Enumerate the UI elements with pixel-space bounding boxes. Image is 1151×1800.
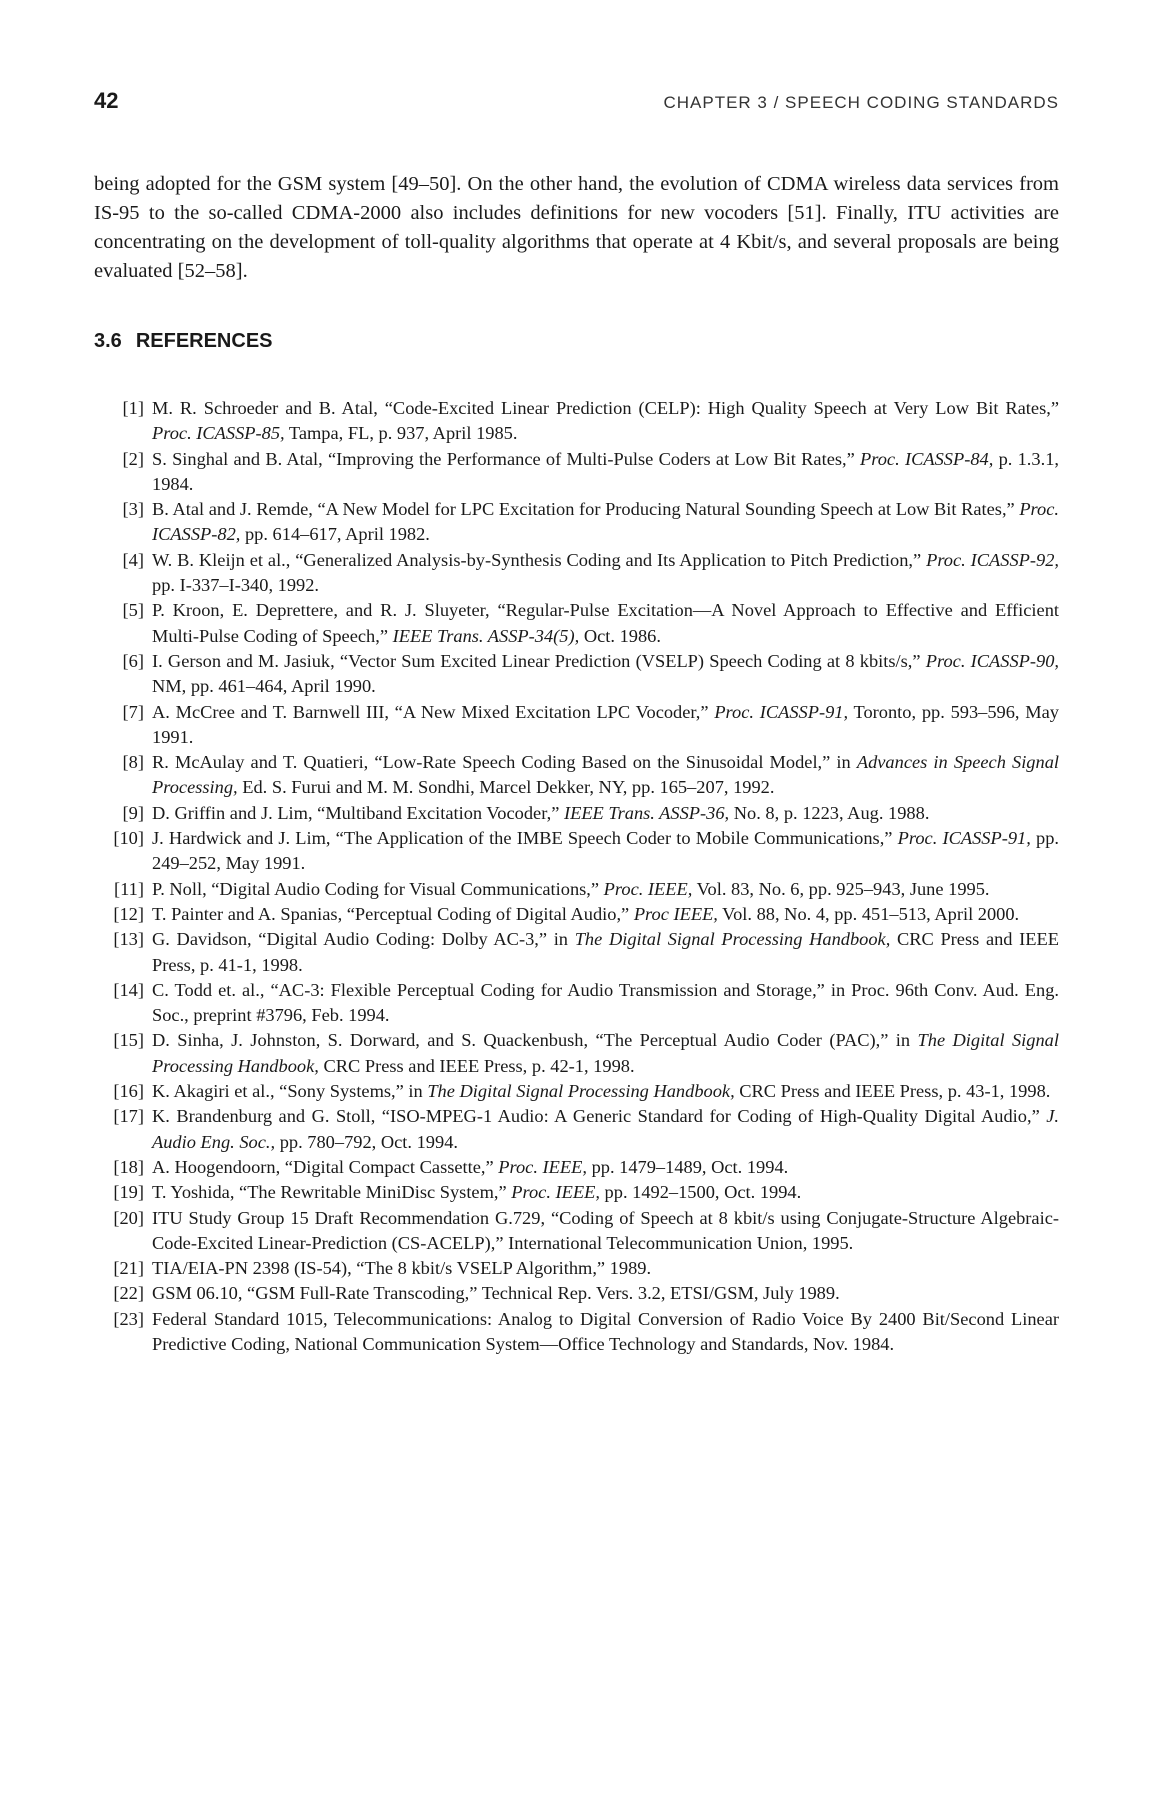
chapter-title: CHAPTER 3 / SPEECH CODING STANDARDS xyxy=(663,93,1059,112)
section-title: REFERENCES xyxy=(135,330,273,352)
reference-details: NM, pp. 461–464, April 1990. xyxy=(152,676,376,697)
reference-source: Proc. ICASSP-91, xyxy=(897,828,1031,849)
reference-source: J. Audio Eng. Soc., xyxy=(152,1106,1059,1152)
reference-body: P. Kroon, E. Deprettere, and R. J. Sluyeter, “Regular-Pulse Excitation—A Novel Approach to Effective and Efficient Multi-Pulse Coding of Speech,” xyxy=(152,600,1059,646)
reference-number: [20] xyxy=(113,1207,144,1228)
reference-item xyxy=(94,826,1059,877)
reference-source: The Digital Signal Processing Handbook, xyxy=(427,1081,735,1102)
reference-text xyxy=(152,750,1059,801)
reference-item xyxy=(94,801,1059,826)
reference-text xyxy=(152,1256,1059,1281)
reference-source: Proc. IEEE, xyxy=(498,1156,587,1177)
reference-body: ITU Study Group 15 Draft Recommendation G.729, “Coding of Speech at 8 kbit/s using Conjugate-Structure Algebraic-Code-Excited Linear-Prediction (CS-ACELP),” International Telecommunication Union, 1995. xyxy=(152,1207,1059,1253)
reference-body: S. Singhal and B. Atal, “Improving the Performance of Multi-Pulse Coders at Low Bit Rates,” xyxy=(152,448,861,469)
reference-text xyxy=(152,1079,1059,1104)
reference-number: [18] xyxy=(113,1156,144,1177)
reference-body: M. R. Schroeder and B. Atal, “Code-Excited Linear Prediction (CELP): High Quality Speech at Very Low Bit Rates,” xyxy=(152,398,1059,418)
reference-text xyxy=(152,978,1059,1029)
reference-number: [22] xyxy=(113,1283,144,1304)
reference-item xyxy=(94,927,1059,978)
reference-number: [23] xyxy=(113,1308,144,1329)
reference-details: pp. I-337–I-340, 1992. xyxy=(152,575,320,596)
reference-number: [4] xyxy=(122,549,144,570)
section-number: 3.6 xyxy=(94,330,122,352)
reference-number: [12] xyxy=(113,903,144,924)
reference-text xyxy=(152,1028,1059,1079)
reference-text xyxy=(152,497,1059,548)
reference-text xyxy=(152,548,1059,599)
reference-details: pp. 249–252, May 1991. xyxy=(152,828,1059,874)
reference-number: [9] xyxy=(122,802,144,823)
reference-item xyxy=(94,447,1059,498)
reference-item xyxy=(94,1307,1059,1358)
reference-details: pp. 780–792, Oct. 1994. xyxy=(275,1131,458,1152)
reference-body: D. Griffin and J. Lim, “Multiband Excitation Vocoder,” xyxy=(152,802,564,823)
reference-source: The Digital Signal Processing Handbook, xyxy=(574,929,891,950)
intro-paragraph: being adopted for the GSM system [49–50]. On the other hand, the evolution of CDMA wireless data services from IS-95 to the so-called CDMA-2000 also includes definitions for new vocoders [51]. Finally, ITU activities are concentrating on the development of toll-quality algorithms that operate at 4 Kbit/s, and several proposals are being evaluated [52–58]. xyxy=(94,173,1059,282)
page-number: 42 xyxy=(94,88,119,113)
reference-details: Ed. S. Furui and M. M. Sondhi, Marcel Dekker, NY, pp. 165–207, 1992. xyxy=(237,777,775,798)
reference-body: P. Noll, “Digital Audio Coding for Visual Communications,” xyxy=(152,878,604,899)
running-head xyxy=(94,88,1059,120)
reference-text xyxy=(152,700,1059,751)
reference-source: Proc. ICASSP-84, xyxy=(860,448,994,469)
reference-number: [6] xyxy=(122,650,144,671)
reference-item xyxy=(94,649,1059,700)
reference-number: [2] xyxy=(122,448,144,469)
reference-item xyxy=(94,1180,1059,1205)
reference-text xyxy=(152,649,1059,700)
reference-number: [13] xyxy=(113,929,144,950)
reference-details: CRC Press and IEEE Press, p. 43-1, 1998. xyxy=(734,1081,1051,1102)
reference-text xyxy=(152,1104,1059,1155)
reference-details: Vol. 83, No. 6, pp. 925–943, June 1995. xyxy=(692,878,990,899)
reference-body: R. McAulay and T. Quatieri, “Low-Rate Speech Coding Based on the Sinusoidal Model,” in xyxy=(152,752,857,773)
reference-item xyxy=(94,1079,1059,1104)
reference-item xyxy=(94,396,1059,447)
reference-item xyxy=(94,700,1059,751)
reference-number: [21] xyxy=(113,1258,144,1279)
reference-source: Advances in Speech Signal Processing, xyxy=(152,752,1060,798)
reference-body: D. Sinha, J. Johnston, S. Dorward, and S. Quackenbush, “The Perceptual Audio Coder (PAC),” in xyxy=(152,1030,918,1051)
reference-text xyxy=(152,1155,1059,1180)
reference-body: W. B. Kleijn et al., “Generalized Analysis-by-Synthesis Coding and Its Application to Pitch Prediction,” xyxy=(152,549,927,570)
reference-number: [8] xyxy=(122,752,144,773)
reference-source: Proc. ICASSP-90, xyxy=(925,650,1060,671)
reference-body: C. Todd et. al., “AC-3: Flexible Perceptual Coding for Audio Transmission and Storage,” in Proc. 96th Conv. Aud. Eng. Soc., preprint #3796, Feb. 1994. xyxy=(152,979,1059,1026)
reference-details: CRC Press and IEEE Press, p. 42-1, 1998. xyxy=(318,1055,635,1076)
reference-list xyxy=(94,396,1059,1357)
reference-source: Proc. IEEE, xyxy=(511,1182,600,1203)
reference-text xyxy=(152,927,1059,978)
reference-text xyxy=(152,1307,1059,1358)
reference-source: IEEE Trans. ASSP-36, xyxy=(563,802,730,823)
reference-source: Proc. ICASSP-82, xyxy=(152,499,1059,545)
reference-number: [7] xyxy=(122,701,144,722)
reference-source: Proc. IEEE, xyxy=(603,878,693,899)
reference-text xyxy=(152,1180,1059,1205)
reference-body: G. Davidson, “Digital Audio Coding: Dolby AC-3,” in xyxy=(152,929,575,950)
reference-source: The Digital Signal Processing Handbook, xyxy=(152,1030,1059,1076)
reference-number: [10] xyxy=(113,828,144,849)
reference-number: [3] xyxy=(122,499,144,520)
reference-text xyxy=(152,1281,1059,1306)
reference-number: [16] xyxy=(113,1081,144,1102)
reference-details: p. 1.3.1, 1984. xyxy=(152,448,1059,494)
reference-body: K. Brandenburg and G. Stoll, “ISO-MPEG-1 Audio: A Generic Standard for Coding of High-Quality Digital Audio,” xyxy=(152,1106,1047,1127)
reference-item xyxy=(94,978,1059,1029)
reference-body: K. Akagiri et al., “Sony Systems,” in xyxy=(152,1081,428,1102)
reference-item xyxy=(94,1028,1059,1079)
reference-item xyxy=(94,1256,1059,1281)
reference-details: Oct. 1986. xyxy=(579,625,661,646)
reference-body: Federal Standard 1015, Telecommunications: Analog to Digital Conversion of Radio Voice By 2400 Bit/Second Linear Predictive Coding, National Communication System—Office Technology and Standards, Nov. 1984. xyxy=(152,1308,1059,1354)
reference-details: No. 8, p. 1223, Aug. 1988. xyxy=(729,802,930,823)
reference-details: pp. 1492–1500, Oct. 1994. xyxy=(599,1182,802,1203)
reference-body: T. Yoshida, “The Rewritable MiniDisc System,” xyxy=(152,1182,512,1203)
reference-number: [19] xyxy=(113,1182,144,1203)
reference-item xyxy=(94,1281,1059,1306)
reference-text xyxy=(152,447,1059,498)
reference-body: A. Hoogendoorn, “Digital Compact Cassette,” xyxy=(152,1156,499,1177)
reference-text xyxy=(152,1206,1059,1257)
reference-item xyxy=(94,598,1059,649)
reference-number: [11] xyxy=(114,878,144,899)
reference-item xyxy=(94,1155,1059,1180)
reference-number: [15] xyxy=(113,1030,144,1051)
section-heading xyxy=(94,330,273,353)
reference-item xyxy=(94,1104,1059,1155)
reference-details: pp. 614–617, April 1982. xyxy=(240,524,430,545)
reference-number: [1] xyxy=(122,398,144,418)
reference-number: [14] xyxy=(113,979,144,1000)
reference-item xyxy=(94,497,1059,548)
reference-body: B. Atal and J. Remde, “A New Model for LPC Excitation for Producing Natural Sounding Speech at Low Bit Rates,” xyxy=(152,499,1020,520)
reference-source: Proc. ICASSP-91, xyxy=(714,701,849,722)
reference-body: I. Gerson and M. Jasiuk, “Vector Sum Excited Linear Prediction (VSELP) Speech Coding at 8 kbits/s,” xyxy=(152,650,926,671)
reference-details: Tampa, FL, p. 937, April 1985. xyxy=(284,423,518,444)
reference-text xyxy=(152,396,1059,447)
reference-text xyxy=(152,598,1059,649)
reference-details: Vol. 88, No. 4, pp. 451–513, April 2000. xyxy=(717,903,1020,924)
reference-details: CRC Press and IEEE Press, p. 41-1, 1998. xyxy=(152,929,1059,975)
reference-text xyxy=(152,877,1059,902)
reference-item xyxy=(94,877,1059,902)
reference-item xyxy=(94,902,1059,927)
reference-body: TIA/EIA-PN 2398 (IS-54), “The 8 kbit/s VSELP Algorithm,” 1989. xyxy=(152,1258,652,1279)
reference-body: GSM 06.10, “GSM Full-Rate Transcoding,” Technical Rep. Vers. 3.2, ETSI/GSM, July 1989. xyxy=(152,1283,840,1304)
reference-text xyxy=(152,902,1059,927)
reference-source: Proc. ICASSP-92, xyxy=(926,549,1060,570)
reference-body: J. Hardwick and J. Lim, “The Application of the IMBE Speech Coder to Mobile Communications,” xyxy=(152,828,898,849)
reference-number: [17] xyxy=(113,1106,144,1127)
reference-item xyxy=(94,750,1059,801)
reference-number: [5] xyxy=(122,600,144,621)
reference-item xyxy=(94,548,1059,599)
reference-body: A. McCree and T. Barnwell III, “A New Mixed Excitation LPC Vocoder,” xyxy=(152,701,715,722)
reference-text xyxy=(152,801,1059,826)
reference-body: T. Painter and A. Spanias, “Perceptual Coding of Digital Audio,” xyxy=(152,903,634,924)
reference-source: Proc IEEE, xyxy=(633,903,718,924)
reference-source: IEEE Trans. ASSP-34(5), xyxy=(392,625,580,646)
reference-details: Toronto, pp. 593–596, May 1991. xyxy=(152,701,1059,747)
reference-source: Proc. ICASSP-85, xyxy=(152,423,285,444)
reference-details: pp. 1479–1489, Oct. 1994. xyxy=(586,1156,789,1177)
reference-item xyxy=(94,1206,1059,1257)
reference-text xyxy=(152,826,1059,877)
